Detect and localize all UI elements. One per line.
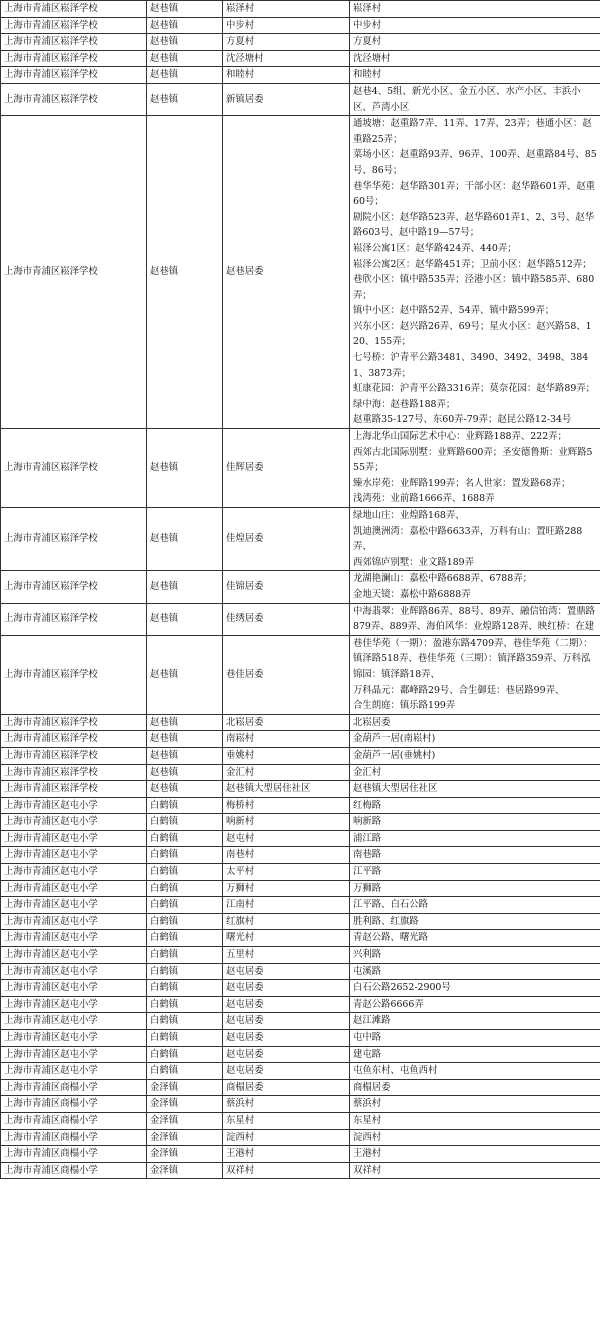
school-cell: 上海市青浦区赵屯小学 (1, 797, 147, 814)
address-cell (350, 1096, 600, 1113)
school-cell: 上海市青浦区崧泽学校 (1, 508, 147, 571)
table-row (1, 1079, 600, 1096)
village-cell: 赵巷居委 (223, 116, 350, 429)
school-cell: 上海市青浦区赵屯小学 (1, 847, 147, 864)
village-cell: 赵屯村 (223, 830, 350, 847)
town-cell: 赵巷镇 (147, 17, 223, 34)
table-row (1, 764, 600, 781)
town-cell: 赵巷镇 (147, 116, 223, 429)
school-cell: 上海市青浦区赵屯小学 (1, 1046, 147, 1063)
address-cell (350, 930, 600, 947)
table-row (1, 1046, 600, 1063)
table-row (1, 731, 600, 748)
address-line: 龙湖艳澜山：嘉松中路6688弄、6788弄； (353, 573, 532, 585)
table-row (1, 880, 600, 897)
address-line: 方夏村 (353, 36, 382, 48)
school-cell: 上海市青浦区赵屯小学 (1, 1030, 147, 1047)
address-line: 兴东小区：赵兴路26弄、69号；星火小区：赵兴路58、120、155弄； (353, 320, 592, 348)
address-cell (350, 1046, 600, 1063)
address-line: 上海北华山国际艺术中心：业辉路188弄、222弄； (353, 431, 567, 443)
town-cell: 赵巷镇 (147, 429, 223, 508)
table-row (1, 897, 600, 914)
school-cell: 上海市青浦区商榻小学 (1, 1162, 147, 1179)
address-cell (350, 1112, 600, 1129)
address-line: 淀西村 (353, 1131, 382, 1143)
school-cell: 上海市青浦区赵屯小学 (1, 1013, 147, 1030)
address-cell (350, 830, 600, 847)
address-line: 赵巷镇大型居住社区 (353, 783, 438, 795)
address-cell (350, 34, 600, 51)
village-cell: 南巷村 (223, 847, 350, 864)
village-cell: 方夏村 (223, 34, 350, 51)
school-cell: 上海市青浦区崧泽学校 (1, 571, 147, 603)
address-cell (350, 116, 600, 429)
village-cell: 蔡浜村 (223, 1096, 350, 1113)
table-row (1, 508, 600, 571)
table-row (1, 980, 600, 997)
town-cell: 白鹤镇 (147, 880, 223, 897)
table-row (1, 635, 600, 714)
address-line: 虹康花园：沪青平公路3316弄；莫奈花园：赵华路89弄； (353, 383, 596, 395)
school-cell: 上海市青浦区崧泽学校 (1, 781, 147, 798)
town-cell: 赵巷镇 (147, 731, 223, 748)
town-cell: 白鹤镇 (147, 1063, 223, 1080)
address-cell (350, 429, 600, 508)
village-cell: 赵屯居委 (223, 980, 350, 997)
village-cell: 巷佳居委 (223, 635, 350, 714)
address-line: 浅湾苑：业前路1666弄、1688弄 (353, 493, 495, 505)
village-cell: 佳煌居委 (223, 508, 350, 571)
town-cell: 白鹤镇 (147, 830, 223, 847)
address-line: 金葫芦一居(南崧村) (353, 733, 436, 745)
table-row (1, 814, 600, 831)
town-cell: 赵巷镇 (147, 83, 223, 115)
village-cell: 沈泾塘村 (223, 50, 350, 67)
address-line: 南巷路 (353, 849, 382, 861)
address-line: 西郊锦庐别墅：业文路189弄 (353, 556, 475, 568)
address-line: 江平路 (353, 866, 382, 878)
address-cell (350, 747, 600, 764)
village-cell: 商榻居委 (223, 1079, 350, 1096)
village-cell: 佳锦居委 (223, 571, 350, 603)
table-row (1, 1146, 600, 1163)
address-line: 金地天镜：嘉松中路6888弄 (353, 588, 471, 600)
table-row (1, 747, 600, 764)
town-cell: 赵巷镇 (147, 571, 223, 603)
school-cell: 上海市青浦区崧泽学校 (1, 1, 147, 18)
address-line: 青赵公路6666弄 (353, 998, 424, 1010)
school-cell: 上海市青浦区崧泽学校 (1, 34, 147, 51)
village-cell: 赵巷镇大型居住社区 (223, 781, 350, 798)
address-line: 菜场小区：赵重路93弄、96弄、100弄、赵重路84号、85号、86号； (353, 149, 597, 176)
school-cell: 上海市青浦区崧泽学校 (1, 764, 147, 781)
address-line: 臻水岸苑：业辉路199弄；名人世家：置发路68弄； (353, 477, 571, 489)
address-line: 建屯路 (353, 1048, 382, 1060)
school-cell: 上海市青浦区赵屯小学 (1, 814, 147, 831)
village-cell: 新镇居委 (223, 83, 350, 115)
village-cell: 赵屯居委 (223, 996, 350, 1013)
village-cell: 赵屯居委 (223, 1046, 350, 1063)
address-cell (350, 714, 600, 731)
table-row (1, 1096, 600, 1113)
address-line: 赵巷4、5组、新光小区、金五小区、水产小区、丰浜小区、芦湾小区 (353, 85, 581, 113)
table-row (1, 50, 600, 67)
town-cell: 赵巷镇 (147, 1, 223, 18)
address-line: 蔡浜村 (353, 1098, 382, 1110)
village-cell: 赵屯居委 (223, 963, 350, 980)
town-cell: 白鹤镇 (147, 963, 223, 980)
table-row (1, 116, 600, 429)
town-cell: 白鹤镇 (147, 1013, 223, 1030)
village-cell: 五里村 (223, 947, 350, 964)
table-row (1, 1162, 600, 1179)
table-row (1, 830, 600, 847)
address-line: 屯溪路 (353, 965, 382, 977)
school-cell: 上海市青浦区崧泽学校 (1, 50, 147, 67)
town-cell: 白鹤镇 (147, 1030, 223, 1047)
town-cell: 金泽镇 (147, 1162, 223, 1179)
village-cell: 南崧村 (223, 731, 350, 748)
address-line: 赵重路35-127号、东60弄-79弄；赵昆公路12-34号 (353, 414, 572, 426)
table-row (1, 1013, 600, 1030)
address-line: 绿地山庄：业煌路168弄、 (353, 510, 465, 521)
address-cell (350, 1146, 600, 1163)
village-cell: 万狮村 (223, 880, 350, 897)
town-cell: 赵巷镇 (147, 67, 223, 84)
village-cell: 佳绣居委 (223, 603, 350, 635)
address-line: 东星村 (353, 1114, 382, 1126)
address-line: 巷欣小区：镇中路535弄；泾港小区：镇中路585弄、680弄； (353, 274, 595, 301)
table-row (1, 603, 600, 635)
address-line: 金葫芦一居(垂姚村) (353, 749, 436, 761)
table-row (1, 847, 600, 864)
town-cell: 白鹤镇 (147, 897, 223, 914)
school-cell: 上海市青浦区商榻小学 (1, 1112, 147, 1129)
address-cell (350, 1030, 600, 1047)
table-row (1, 930, 600, 947)
town-cell: 白鹤镇 (147, 864, 223, 881)
address-cell (350, 1079, 600, 1096)
address-line: 剧院小区：赵华路523弄、赵华路601弄1、2、3号、赵华路603号、赵中路19—57号； (353, 211, 595, 239)
address-line: 和睦村 (353, 69, 382, 81)
address-line: 沈泾塘村 (353, 52, 391, 64)
address-line: 七号桥：沪青平公路3481、3490、3492、3498、3841、3873弄； (353, 352, 589, 379)
address-line: 兴利路 (353, 949, 382, 961)
school-cell: 上海市青浦区商榻小学 (1, 1096, 147, 1113)
village-cell: 赵屯居委 (223, 1030, 350, 1047)
address-line: 万狮路 (353, 882, 382, 894)
town-cell: 赵巷镇 (147, 508, 223, 571)
school-cell: 上海市青浦区赵屯小学 (1, 963, 147, 980)
school-cell: 上海市青浦区崧泽学校 (1, 714, 147, 731)
town-cell: 白鹤镇 (147, 847, 223, 864)
village-cell: 崧泽村 (223, 1, 350, 18)
address-cell (350, 980, 600, 997)
address-line: 崧泽公寓1区：赵华路424弄、440弄； (353, 242, 517, 254)
address-cell (350, 50, 600, 67)
table-row (1, 83, 600, 115)
village-cell: 佳辉居委 (223, 429, 350, 508)
address-line: 凯迪澳洲湾：嘉松中路6633弄，万科有山：置旺路288弄、 (353, 525, 583, 553)
school-cell: 上海市青浦区商榻小学 (1, 1129, 147, 1146)
town-cell: 赵巷镇 (147, 50, 223, 67)
school-cell: 上海市青浦区赵屯小学 (1, 930, 147, 947)
town-cell: 赵巷镇 (147, 603, 223, 635)
address-line: 江平路、白石公路 (353, 899, 429, 911)
town-cell: 白鹤镇 (147, 980, 223, 997)
address-cell (350, 1, 600, 18)
school-cell: 上海市青浦区商榻小学 (1, 1079, 147, 1096)
village-cell: 淀西村 (223, 1129, 350, 1146)
address-line: 响新路 (353, 816, 382, 828)
school-cell: 上海市青浦区崧泽学校 (1, 429, 147, 508)
town-cell: 赵巷镇 (147, 764, 223, 781)
village-cell: 中步村 (223, 17, 350, 34)
school-cell: 上海市青浦区赵屯小学 (1, 830, 147, 847)
address-cell (350, 67, 600, 84)
school-cell: 上海市青浦区崧泽学校 (1, 67, 147, 84)
address-line: 合生朗庭：镇乐路199弄 (353, 700, 456, 712)
village-cell: 梅桥村 (223, 797, 350, 814)
village-cell: 红旗村 (223, 913, 350, 930)
address-line: 中海翡翠：业辉路86弄、88号、89弄、融信铂湾：置鼎路879弄、889弄、海伯风华：业煌路128弄、映红桥：在建 (353, 605, 596, 633)
address-line: 商榻居委 (353, 1081, 391, 1093)
address-cell (350, 880, 600, 897)
table-row (1, 1063, 600, 1080)
table-row (1, 17, 600, 34)
address-line: 屯鱼东村、屯鱼西村 (353, 1065, 438, 1077)
town-cell: 赵巷镇 (147, 34, 223, 51)
address-line: 绿中海：赵巷路188弄； (353, 398, 456, 410)
address-line: 双祥村 (353, 1164, 382, 1176)
table-row (1, 1129, 600, 1146)
address-cell (350, 603, 600, 635)
address-cell (350, 847, 600, 864)
address-line: 通坡塘：赵重路7弄、11弄、17弄、23弄；巷通小区：赵重路25弄； (353, 118, 592, 145)
table-row (1, 714, 600, 731)
address-cell (350, 1129, 600, 1146)
school-cell: 上海市青浦区崧泽学校 (1, 83, 147, 115)
table-row (1, 34, 600, 51)
table-row (1, 1112, 600, 1129)
table-row (1, 1, 600, 18)
town-cell: 白鹤镇 (147, 930, 223, 947)
village-cell: 赵屯居委 (223, 1063, 350, 1080)
address-line: 巷佳华苑（一期）：盈港东路4709弄、巷佳华苑（二期）：镇泽路518弄、巷佳华苑（三期）：镇泽路359弄、万科泓锦园：镇泽路18弄、 (353, 637, 593, 680)
address-cell (350, 571, 600, 603)
town-cell: 白鹤镇 (147, 947, 223, 964)
address-cell (350, 17, 600, 34)
school-cell: 上海市青浦区赵屯小学 (1, 864, 147, 881)
village-cell: 王港村 (223, 1146, 350, 1163)
village-cell: 双祥村 (223, 1162, 350, 1179)
town-cell: 金泽镇 (147, 1112, 223, 1129)
town-cell: 金泽镇 (147, 1096, 223, 1113)
school-cell: 上海市青浦区崧泽学校 (1, 603, 147, 635)
address-cell (350, 1013, 600, 1030)
address-line: 巷华华苑：赵华路301弄；干部小区：赵华路601弄、赵重60号； (353, 180, 596, 208)
table-row (1, 963, 600, 980)
table-row (1, 797, 600, 814)
address-line: 北崧居委 (353, 716, 391, 728)
address-cell (350, 864, 600, 881)
town-cell: 金泽镇 (147, 1129, 223, 1146)
address-cell (350, 764, 600, 781)
school-cell: 上海市青浦区赵屯小学 (1, 980, 147, 997)
address-line: 崧泽公寓2区：赵华路451弄；卫前小区：赵华路512弄； (353, 258, 592, 270)
address-cell (350, 963, 600, 980)
address-line: 万科晶元：鄱峰路29号、合生御廷：巷居路99弄、 (353, 684, 565, 696)
table-row (1, 913, 600, 930)
school-cell: 上海市青浦区赵屯小学 (1, 897, 147, 914)
address-line: 金汇村 (353, 766, 382, 778)
address-cell (350, 996, 600, 1013)
table-row (1, 1030, 600, 1047)
address-line: 西郊古北国际别墅：业辉路600弄；圣安德鲁斯：业辉路555弄； (353, 446, 593, 474)
address-cell (350, 897, 600, 914)
village-cell: 和睦村 (223, 67, 350, 84)
town-cell: 白鹤镇 (147, 814, 223, 831)
village-cell: 垂姚村 (223, 747, 350, 764)
school-cell: 上海市青浦区赵屯小学 (1, 880, 147, 897)
town-cell: 赵巷镇 (147, 781, 223, 798)
village-cell: 曙光村 (223, 930, 350, 947)
address-cell (350, 797, 600, 814)
town-cell: 金泽镇 (147, 1079, 223, 1096)
village-cell: 东星村 (223, 1112, 350, 1129)
village-cell: 赵屯居委 (223, 1013, 350, 1030)
table-row (1, 864, 600, 881)
town-cell: 白鹤镇 (147, 913, 223, 930)
town-cell: 金泽镇 (147, 1146, 223, 1163)
town-cell: 白鹤镇 (147, 1046, 223, 1063)
address-line: 白石公路2652-2900号 (353, 982, 451, 994)
table-body (1, 1, 600, 1179)
town-cell: 赵巷镇 (147, 714, 223, 731)
school-cell: 上海市青浦区赵屯小学 (1, 913, 147, 930)
table-row (1, 996, 600, 1013)
address-cell (350, 635, 600, 714)
table-row (1, 67, 600, 84)
town-cell: 白鹤镇 (147, 996, 223, 1013)
table-row (1, 429, 600, 508)
town-cell: 赵巷镇 (147, 747, 223, 764)
school-cell: 上海市青浦区崧泽学校 (1, 17, 147, 34)
address-cell (350, 947, 600, 964)
village-cell: 北崧居委 (223, 714, 350, 731)
address-line: 屯中路 (353, 1032, 382, 1043)
address-line: 中步村 (353, 19, 382, 31)
school-cell: 上海市青浦区商榻小学 (1, 1146, 147, 1163)
address-cell (350, 508, 600, 571)
table-row (1, 571, 600, 603)
address-line: 青赵公路、曙光路 (353, 932, 429, 944)
address-cell (350, 731, 600, 748)
school-cell: 上海市青浦区崧泽学校 (1, 747, 147, 764)
village-cell: 响新村 (223, 814, 350, 831)
address-cell (350, 781, 600, 798)
village-cell: 江南村 (223, 897, 350, 914)
table-row (1, 947, 600, 964)
address-line: 胜利路、红旗路 (353, 915, 419, 927)
address-line: 王港村 (353, 1148, 382, 1160)
town-cell: 赵巷镇 (147, 635, 223, 714)
school-cell: 上海市青浦区赵屯小学 (1, 1063, 147, 1080)
address-cell (350, 814, 600, 831)
town-cell: 白鹤镇 (147, 797, 223, 814)
address-cell (350, 83, 600, 115)
address-line: 红梅路 (353, 799, 382, 811)
address-line: 镇中小区：赵中路52弄、54弄、镇中路599弄； (353, 305, 555, 317)
school-cell: 上海市青浦区崧泽学校 (1, 116, 147, 429)
village-cell: 太平村 (223, 864, 350, 881)
address-line: 崧泽村 (353, 3, 382, 14)
village-cell: 金汇村 (223, 764, 350, 781)
address-cell (350, 1063, 600, 1080)
school-cell: 上海市青浦区崧泽学校 (1, 731, 147, 748)
address-cell (350, 1162, 600, 1179)
school-cell: 上海市青浦区崧泽学校 (1, 635, 147, 714)
table-row (1, 781, 600, 798)
school-cell: 上海市青浦区赵屯小学 (1, 947, 147, 964)
address-line: 浦江路 (353, 832, 382, 844)
school-cell: 上海市青浦区赵屯小学 (1, 996, 147, 1013)
address-line: 赵江滩路 (353, 1015, 391, 1027)
address-cell (350, 913, 600, 930)
